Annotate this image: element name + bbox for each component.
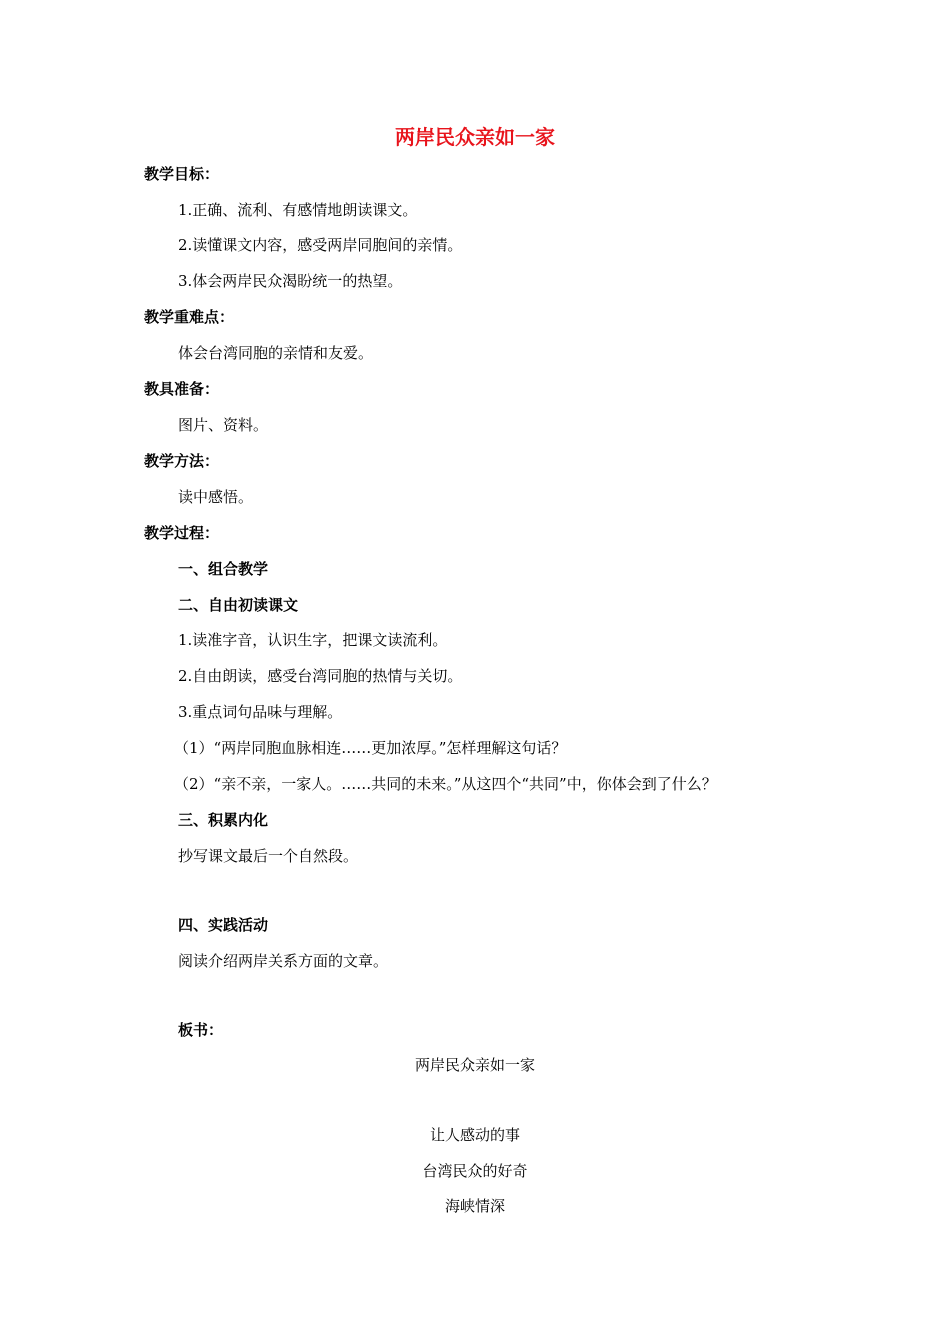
methods-text: 读中感悟。 — [178, 488, 254, 506]
process-step-item: 2.自由朗读，感受台湾同胞的热情与关切。 — [178, 667, 463, 685]
process-heading: 教学过程： — [144, 524, 220, 542]
materials-text: 图片、资料。 — [178, 416, 269, 434]
board-heading: 板书： — [178, 1021, 224, 1039]
document-title: 两岸民众亲如一家 — [395, 125, 555, 149]
board-title: 两岸民众亲如一家 — [414, 1056, 535, 1074]
methods-heading: 教学方法： — [144, 452, 220, 470]
process-step-text: 阅读介绍两岸关系方面的文章。 — [178, 952, 389, 970]
board-line: 海峡情深 — [444, 1197, 505, 1215]
process-step-heading: 四、实践活动 — [178, 916, 269, 934]
materials-heading: 教具准备： — [144, 380, 220, 398]
process-step-text: 抄写课文最后一个自然段。 — [178, 847, 359, 865]
process-step-heading: 二、自由初读课文 — [178, 596, 299, 614]
process-sub-item: （1）“两岸同胞血脉相连……更加浓厚。”怎样理解这句话？ — [174, 739, 567, 757]
objective-item: 3.体会两岸民众渴盼统一的热望。 — [178, 272, 403, 290]
process-step-item: 3.重点词句品味与理解。 — [178, 703, 343, 721]
objectives-heading: 教学目标： — [144, 165, 220, 183]
process-sub-item: （2）“亲不亲，一家人。……共同的未来。”从这四个“共同”中，你体会到了什么？ — [174, 775, 717, 793]
objective-item: 2.读懂课文内容，感受两岸同胞间的亲情。 — [178, 236, 463, 254]
key-points-text: 体会台湾同胞的亲情和友爱。 — [178, 344, 374, 362]
process-step-heading: 一、组合教学 — [178, 560, 269, 578]
process-step-item: 1.读准字音，认识生字，把课文读流利。 — [178, 631, 448, 649]
process-step-heading: 三、积累内化 — [178, 811, 269, 829]
objective-item: 1.正确、流利、有感情地朗读课文。 — [178, 201, 418, 219]
board-line: 台湾民众的好奇 — [422, 1162, 528, 1180]
key-points-heading: 教学重难点： — [144, 308, 235, 326]
board-line: 让人感动的事 — [429, 1126, 520, 1144]
